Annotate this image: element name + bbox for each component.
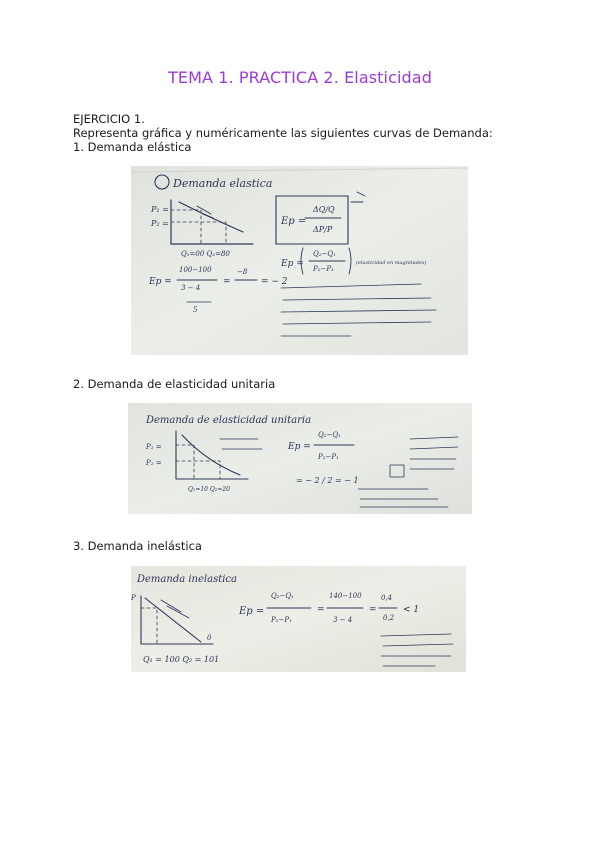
svg-text:Q₂−Q₁: Q₂−Q₁ [313,250,336,258]
svg-text:=: = [317,605,325,615]
svg-text:P: P [131,594,136,602]
svg-text:= − 2: = − 2 [261,277,288,287]
svg-text:140−100: 140−100 [329,592,362,600]
svg-text:P₂ =: P₂ = [146,459,162,467]
handwritten-notes-photo-unitaria [128,403,472,514]
svg-text:P₂−P₁: P₂−P₁ [313,265,334,273]
exercise-heading: EJERCICIO 1. [73,112,145,126]
svg-text:= − 2 / 2 = − 1: = − 2 / 2 = − 1 [296,476,359,485]
svg-text:P₁ =: P₁ = [146,443,162,451]
svg-text:Q₂−Q₁: Q₂−Q₁ [271,592,294,600]
svg-text:Ep =: Ep = [239,606,265,617]
svg-text:Q₂−Q₁: Q₂−Q₁ [318,431,341,439]
svg-text:=: = [369,605,377,615]
photo-1-title: Demanda elastica [173,177,273,190]
svg-text:P₁ =: P₁ = [151,205,169,214]
svg-text:< 1: < 1 [403,605,420,615]
svg-text:=: = [223,277,231,287]
svg-text:ΔQ/Q: ΔQ/Q [313,205,335,214]
svg-text:3 − 4: 3 − 4 [181,284,201,292]
svg-text:Q₁=00 Q₂=80: Q₁=00 Q₂=80 [181,250,230,258]
page-title: TEMA 1. PRACTICA 2. Elasticidad [168,68,432,87]
svg-text:P₂−P₁: P₂−P₁ [271,616,292,624]
handwritten-notes-photo-elastica [131,166,468,355]
svg-text:0,4: 0,4 [381,594,393,602]
section-2-heading: 2. Demanda de elasticidad unitaria [73,377,276,391]
svg-text:ΔP/P: ΔP/P [313,225,333,234]
svg-text:−8: −8 [237,268,248,276]
section-3-heading: 3. Demanda inelástica [73,539,202,553]
svg-text:(elasticidad en magnitudes): (elasticidad en magnitudes) [356,260,427,266]
handwritten-notes-photo-inelastica [131,566,466,672]
section-1-heading: 1. Demanda elástica [73,140,192,154]
svg-text:Ep =: Ep = [281,216,307,227]
svg-text:Q₁=10 Q₂=20: Q₁=10 Q₂=20 [188,486,230,493]
photo-2-title: Demanda de elasticidad unitaria [146,415,312,426]
photo-3-title: Demanda inelastica [137,574,237,585]
svg-text:P₂−P₁: P₂−P₁ [318,453,339,461]
svg-text:Q₁ = 100 Q₂ = 101: Q₁ = 100 Q₂ = 101 [143,655,220,664]
svg-text:Ep =: Ep = [149,277,172,287]
svg-text:Ep =: Ep = [281,259,304,269]
instruction-text: Representa gráfica y numéricamente las siguientes curvas de Demanda: [73,126,493,140]
svg-text:0: 0 [207,634,212,642]
svg-text:5: 5 [193,306,198,314]
svg-text:Ep =: Ep = [288,442,311,452]
svg-text:3 − 4: 3 − 4 [333,616,353,624]
svg-text:100−100: 100−100 [179,266,212,274]
svg-text:P₂ =: P₂ = [151,219,169,228]
svg-text:0,2: 0,2 [383,614,395,622]
